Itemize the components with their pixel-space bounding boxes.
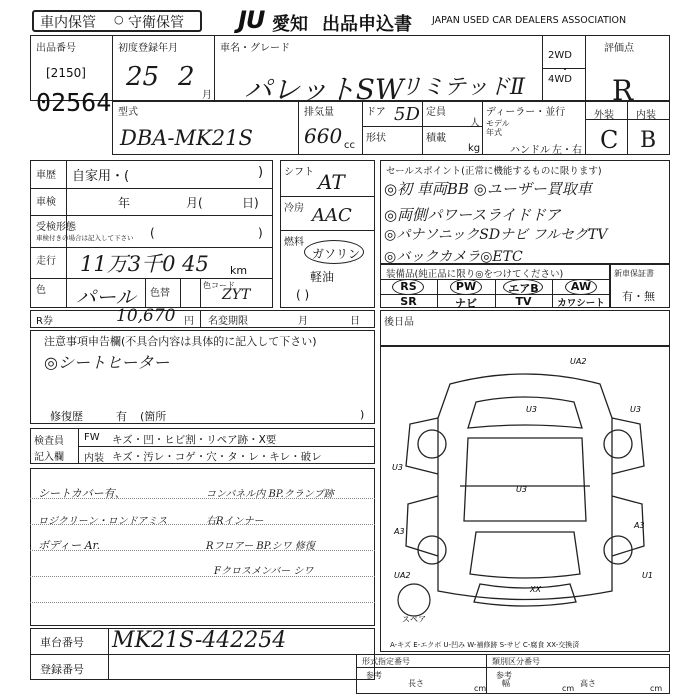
selling-point-2: ◎両側パワースライドドア [384, 206, 561, 224]
model-year-label: モデル年式 [486, 119, 510, 137]
car-body-diagram [380, 346, 670, 626]
recycle-frame [30, 310, 375, 328]
color-label: 色 [36, 285, 46, 296]
drive-dot: ・ [560, 65, 570, 76]
color-swap-label: 色替 [150, 288, 170, 299]
fuel-paren: ( ) [296, 288, 310, 302]
chassis-label: 車台番号 [40, 636, 84, 649]
displacement-label: 排気量 [304, 107, 334, 118]
repair-close: ) [360, 408, 365, 421]
association-name: JAPAN USED CAR DEALERS ASSOCIATION [432, 15, 627, 26]
warranty-label: 新車保証書 [614, 269, 654, 278]
repair-value: 有 [116, 410, 127, 423]
recycle-label: R券 [36, 316, 53, 327]
equipment-pw-circle-icon [450, 279, 482, 295]
shift-value: AT [318, 170, 345, 194]
fw-items: キズ・凹・ヒビ割・リペア跡・X要 [112, 434, 277, 446]
history-label: 車歴 [36, 170, 56, 181]
spare-tire-icon [398, 584, 430, 616]
notice-1: ◎シートヒーター [44, 353, 170, 372]
equipment-airbag-circle-icon [503, 279, 543, 295]
spec-length-unit: cm [474, 684, 487, 693]
notices-title: 注意事項申告欄(不具合内容は具体的に記入して下さい) [44, 335, 317, 348]
category-label: 類別区分番号 [492, 657, 540, 666]
guard-storage-label: 守衛保管 [128, 15, 184, 31]
name-change-day: 日 [350, 316, 360, 327]
equipment-aw-circle-icon [565, 279, 597, 295]
interior-check-label: 内装 [84, 453, 104, 464]
inspector-note-right-2: 右Rインナー [206, 516, 264, 527]
name-change-label: 名変期限 [208, 316, 248, 327]
inspection-day-unit: 日) [242, 196, 259, 210]
remarks-frame [380, 310, 670, 346]
model-spec-label: 形式指定番号 [362, 657, 410, 666]
equipment-rs-circle-icon [392, 279, 424, 295]
load-label: 積載 [426, 133, 446, 144]
model-label: 型式 [118, 107, 138, 118]
mileage-label: 走行 [36, 256, 56, 267]
damage-mark-u3-hood: U3 [526, 405, 537, 414]
exterior-label: 外装 [594, 110, 614, 121]
lot-number: 02564 [36, 88, 112, 117]
fuel-diesel: 軽油 [310, 270, 335, 284]
damage-mark-a3-right: A3 [634, 521, 645, 530]
inspection-year-unit: 年 [118, 196, 131, 210]
drive-2wd: 2WD [548, 50, 572, 61]
interior-storage-label: 車内保管 [40, 15, 96, 31]
entry-label: 記入欄 [34, 452, 64, 463]
car-grade: リミテッドⅡ [400, 75, 525, 100]
equipment-aw: AW [570, 280, 592, 293]
lot-sub-number: [2150] [46, 66, 86, 80]
selling-point-3: ◎パナソニックSDナビ フルセグTV [384, 227, 608, 243]
damage-mark-ua2-front: UA2 [570, 357, 587, 366]
color-code-label: 色コード [203, 281, 235, 290]
door-value: 5D [394, 104, 420, 125]
load-unit: kg [468, 143, 481, 154]
brand-region: 愛知 [272, 14, 308, 35]
fuel-gas-circle-icon [304, 240, 364, 264]
equipment-pw: PW [455, 280, 477, 293]
repair-paren: (箇所 [140, 410, 167, 423]
interior-label: 内装 [636, 110, 656, 121]
aircon-value: AAC [312, 205, 352, 226]
damage-mark-u3-right: U3 [630, 405, 641, 414]
inspector-label: 検査員 [34, 436, 64, 447]
fw-label: FW [84, 432, 100, 443]
lot-number-label: 出品番号 [36, 43, 76, 54]
recycle-unit: 円 [184, 316, 194, 327]
inspector-note-right-1: コンパネル内 BP.クランプ跡 [206, 489, 334, 500]
receipt-note: 車検付きの場合は記入して下さい [36, 234, 134, 242]
spec-ref-label-1: 参考 [366, 671, 382, 680]
damage-mark-xx: XX [530, 585, 541, 594]
model-code: DBA-MK21S [120, 126, 253, 150]
equipment-navi: ナビ [455, 297, 477, 310]
color-code-value: ZYT [222, 287, 251, 303]
equipment-tv: TV [515, 295, 532, 308]
damage-mark-ua2-rear: UA2 [394, 571, 411, 580]
selling-points-title: セールスポイント(正常に機能するものに限ります) [386, 166, 602, 177]
dealer-label: ディーラー・並行 [486, 107, 566, 118]
form-title: 出品申込書 [322, 14, 412, 35]
handle-label: ハンドル [510, 145, 550, 156]
interior-value: B [640, 128, 657, 153]
equipment-title: 装備品(純正品に限り◎をつけてください) [386, 269, 564, 280]
capacity-unit: 人 [470, 118, 480, 129]
fuel-label: 燃料 [284, 237, 304, 248]
repair-label: 修復歴 [50, 410, 83, 423]
inspector-note-left-1: シートカバー有、 [38, 487, 126, 500]
circle-separator-icon: ○ [114, 13, 124, 26]
color-value: パール [76, 285, 136, 309]
displacement-value: 660 [304, 124, 343, 148]
inspection-month-unit: 月( [186, 196, 203, 210]
inspector-note-left-3: ボディー Ar. [38, 539, 101, 552]
capacity-label: 定員 [426, 107, 446, 118]
equipment-rs: RS [400, 280, 417, 293]
door-label: ドア [366, 107, 386, 118]
spec-width-unit: cm [562, 684, 575, 693]
aircon-label: 冷房 [284, 203, 304, 214]
equipment-airbag: エアB [508, 282, 539, 295]
receipt-label: 受検形態 [36, 222, 76, 233]
first-registration-label: 初度登録年月 [118, 43, 178, 54]
shift-label: シフト [284, 167, 314, 178]
ju-logo: JU [238, 6, 265, 34]
car-name-label: 車名・グレード [220, 43, 290, 54]
inspection-label: 車検 [36, 197, 56, 208]
receipt-close: ) [258, 226, 263, 240]
score-value: R [612, 74, 634, 107]
selling-point-1: ◎初 車両BB ◎ユーザー買取車 [384, 180, 592, 198]
damage-mark-u3-roof: U3 [516, 485, 527, 494]
month-unit: 月 [202, 90, 212, 101]
handle-options: 左・右 [552, 145, 582, 156]
name-change-month: 月 [298, 316, 308, 327]
drive-4wd: 4WD [548, 74, 572, 85]
history-value: 自家用・( [72, 169, 130, 184]
damage-mark-u1: U1 [642, 571, 653, 580]
damage-legend: A-キズ E-エクボ U-凹み W-補修跡 S-サビ C-腐食 XX-交換済 [390, 641, 580, 649]
chassis-value: MK21S-442254 [112, 628, 287, 653]
mileage-unit: km [230, 264, 248, 277]
damage-mark-a3-left: A3 [394, 527, 405, 536]
shape-label: 形状 [366, 133, 386, 144]
registration-label: 登録番号 [40, 663, 84, 676]
spec-height-unit: cm [650, 684, 663, 693]
spare-label: スペア [402, 615, 426, 624]
score-label: 評価点 [604, 43, 634, 54]
spec-width-label: 幅 [502, 679, 510, 688]
recycle-value: 10,670 [116, 306, 176, 326]
exterior-value: C [600, 126, 619, 154]
spec-height-label: 高さ [580, 679, 596, 688]
mileage-value: 11万3千0 45 [80, 252, 209, 276]
history-close: ) [258, 165, 264, 180]
equipment-leather-seat: カワシート [557, 298, 605, 309]
first-registration-month: 2 [178, 62, 195, 92]
inspector-note-left-2: ロジクリーン・ロンドアミス [38, 516, 168, 527]
selling-point-4: ◎バックカメラ◎ETC [384, 249, 523, 265]
inspector-note-right-4: Fクロスメンバー シワ [214, 566, 314, 577]
receipt-paren: ( [150, 226, 155, 240]
damage-mark-u3-left: U3 [392, 463, 403, 472]
spec-length-label: 長さ [408, 679, 424, 688]
cc-unit: cc [344, 140, 355, 151]
remarks-label: 後日品 [384, 317, 414, 328]
inspector-note-right-3: Rフロアー BP.シワ 修復 [206, 541, 315, 552]
interior-check-items: キズ・汚レ・コゲ・穴・タ・レ・キレ・破レ [112, 451, 322, 463]
first-registration-year: 25 [126, 62, 160, 92]
fuel-gas: ガソリン [312, 247, 361, 261]
equipment-sr: SR [400, 295, 417, 308]
car-name: パレットSW [244, 73, 404, 106]
warranty-options: 有・無 [622, 290, 655, 303]
spec-ref-label-2: 参考 [496, 671, 512, 680]
